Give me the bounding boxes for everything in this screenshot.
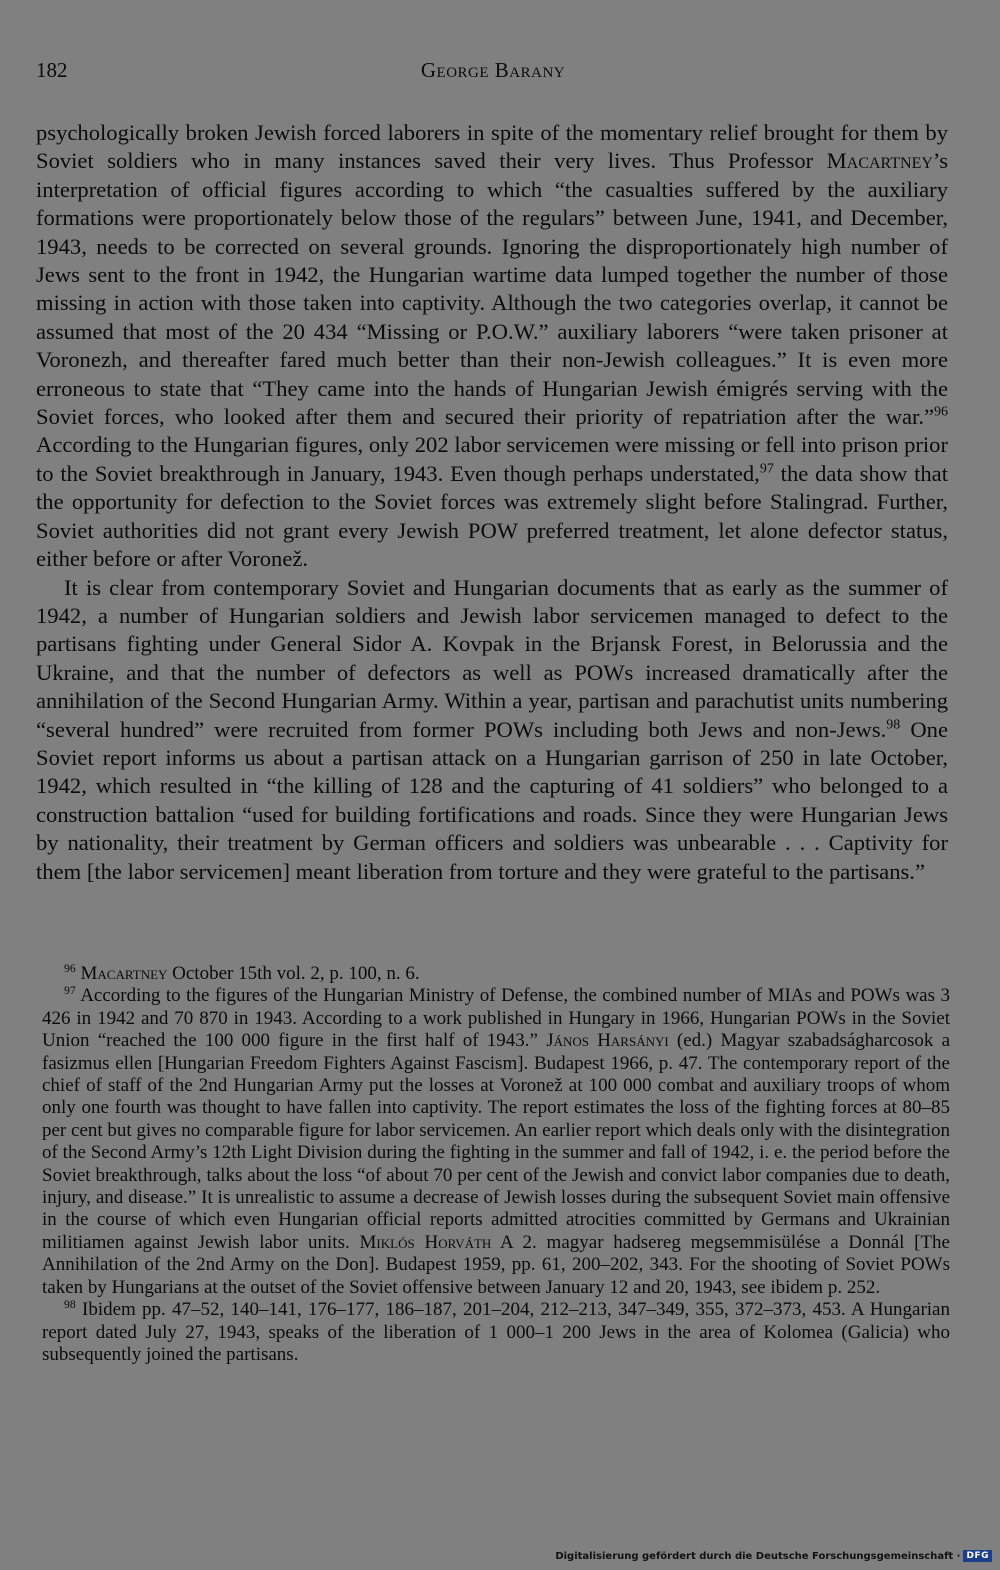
running-title: George Barany <box>420 58 566 82</box>
page-number: 182 <box>36 58 68 82</box>
footnote-number: 96 <box>64 961 76 975</box>
footnote-96: $^{96}$ Macartney October 15th vol. 2, p. 100, n. 6. <box>64 961 420 984</box>
author-name: Macartney <box>80 963 168 984</box>
footnotes <box>42 963 950 1366</box>
body-paragraph: psychologically broken Jewish forced laborers in spite of the momentary relief brought for them by Soviet soldiers who in many instances saved their very lives. Thus Professor Macartney’s interpretation of official figures according to which “the casualties suffered by the auxiliary formations were proportionately below those of the regulars” between June, 1941, and December, 1943, needs to be corrected on several grounds. Ignoring the disproportionately high number of Jews sent to the front in 1942, the Hungarian wartime data lumped together the number of those missing in action with those taken into captivity. Although the two categories overlap, it cannot be assumed that most of the 20 434 “Missing or P.O.W.” auxiliary laborers “were taken prisoner at Voronezh, and thereafter fared much better than their non-Jewish colleagues.” It is even more erroneous to state that “They came into the hands of Hungarian Jewish émigrés serving with the Soviet forces, who looked after them and secured their priority of repatriation after the war.”$^{96}$ According to the Hungarian figures, only 202 labor servicemen were missing or fell into prison prior to the Soviet breakthrough in January, 1943. Even though perhaps understated,$^{97}$ the data show that the opportunity for defection to the Soviet forces was extremely slight before Stalingrad. Further, Soviet authorities did not grant every Jewish POW preferred treatment, let alone defector status, either before or after Voronež. <box>36 120 948 572</box>
page-header <box>36 58 950 90</box>
footnote-ref: 98 <box>886 717 901 733</box>
footnote-97: $^{97}$ According to the figures of the Hungarian Ministry of Defense, the combined number of MIAs and POWs was 3 426 in 1942 and 70 870 in 1943. According to a work published in Hungary in 1966, Hungarian POWs in the Soviet Union “reached the 100 000 figure in the first half of 1943.” János Harsányi (ed.) Magyar szabadságharcosok a fasizmus ellen [Hungarian Freedom Fighters Against Fascism]. Budapest 1966, p. 47. The contemporary report of the chief of staff of the 2nd Hungarian Army put the losses at Voronež at 100 000 combat and auxiliary troops of whom only one fourth was thought to have fallen into captivity. The report estimates the loss of the fighting forces at 80–85 per cent but gives no comparable figure for labor servicemen. An earlier report which deals only with the disintegration of the Second Army’s 12th Light Division during the fighting in the summer and fall of 1942, i. e. the period before the Soviet breakthrough, talks about the loss “of about 70 per cent of the Jewish and convict labor companies due to death, injury, and disease.” It is unrealistic to assume a decrease of Jewish losses during the subsequent Soviet main offensive in the course of which even Hungarian official reports admitted atrocities committed by Germans and Ukrainian militiamen against Jewish labor units. Miklós Horváth A 2. magyar hadsereg megsemmisülése a Donnál [The Annihilation of the 2nd Army on the Don]. Budapest 1959, pp. 61, 200–202, 343. For the shooting of Soviet POWs taken by Hungarians at the outset of the Soviet offensive between January 12 and 20, 1943, see ibidem p. 252. <box>42 984 951 1298</box>
main-text <box>36 119 948 886</box>
footnote-ref: 96 <box>934 404 948 420</box>
footnote-ref: 97 <box>759 461 774 477</box>
author-name: Miklós Horváth <box>359 1231 492 1253</box>
body-paragraph: It is clear from contemporary Soviet and Hungarian documents that as early as the summer of 1942, a number of Hungarian soldiers and Jewish labor servicemen managed to defect to the partisans fighting under General Sidor A. Kovpak in the Brjansk Forest, in Belorussia and the Ukraine, and that the number of defectors as well as POWs increased dramatically after the annihilation of the Second Hungarian Army. Within a year, partisan and parachutist units numbering “several hundred” were recruited from former POWs including both Jews and non-Jews.$^{98}$ One Soviet report informs us about a partisan attack on a Hungarian garrison of 250 in late October, 1942, which resulted in “the killing of 128 and the capturing of 41 soldiers” who belonged to a construction battalion “used for building fortifications and roads. Since they were Hungarian Jews by nationality, their treatment by German officers and soldiers was unbearable . . . Captivity for them [the labor servicemen] meant liberation from torture and they were grateful to the partisans.” <box>36 574 948 884</box>
dfg-logo: DFG <box>963 1550 992 1562</box>
author-name: Macartney <box>826 148 933 174</box>
funding-note: Digitalisierung gefördert durch die Deutsche Forschungsgemeinschaft · <box>555 1550 961 1562</box>
digitization-footer <box>555 1548 992 1564</box>
footnote-number: 98 <box>64 1298 76 1312</box>
footnote-98: $^{98}$ Ibidem pp. 47–52, 140–141, 176–177, 186–187, 201–204, 212–213, 347–349, 355, 372–373, 453. A Hungarian report dated July 27, 1943, speaks of the liberation of 1 000–1 200 Jews in the area of Kolomea (Galicia) who subsequently joined the partisans. <box>42 1298 950 1365</box>
footnote-number: 97 <box>64 984 76 998</box>
author-name: János Harsányi <box>546 1030 669 1052</box>
